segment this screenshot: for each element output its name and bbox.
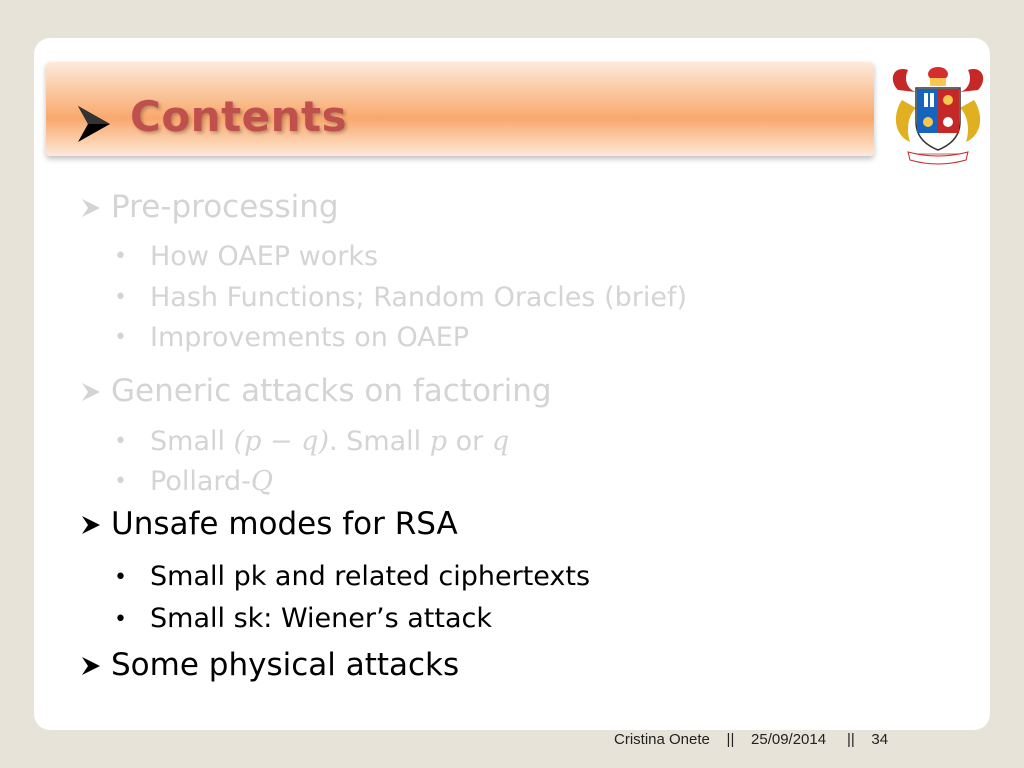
bullet-arrow-icon (80, 655, 102, 677)
title-arrow-icon (76, 104, 112, 144)
footer-separator: || (726, 731, 735, 748)
subitem-small-pk: Small pk and related ciphertexts (150, 561, 591, 592)
bullet-dot: • (114, 565, 127, 590)
bullet-dot: • (114, 244, 127, 269)
bullet-dot: • (114, 325, 127, 350)
slide-footer (614, 731, 888, 748)
footer-page-number: 34 (871, 731, 889, 748)
slide-title: Contents (130, 92, 348, 141)
subitem-pollard: Pollard-Q (150, 466, 274, 497)
footer-separator: || (846, 731, 855, 748)
bullet-dot: • (114, 469, 127, 494)
footer-date: 25/09/2014 (751, 731, 827, 748)
item-physical-attacks: Some physical attacks (111, 647, 460, 683)
item-generic-attacks: Generic attacks on factoring (111, 373, 552, 409)
item-pre-processing: Pre-processing (111, 189, 339, 225)
bullet-arrow-icon (80, 381, 102, 403)
subitem-oaep: How OAEP works (150, 241, 379, 272)
subitem-hash: Hash Functions; Random Oracles (brief) (150, 282, 687, 313)
bullet-arrow-icon (80, 514, 102, 536)
bullet-dot: • (114, 429, 127, 454)
bullet-dot: • (114, 607, 127, 632)
university-crest-icon (888, 60, 988, 168)
item-unsafe-modes: Unsafe modes for RSA (111, 506, 458, 542)
footer-author: Cristina Onete (614, 731, 710, 748)
bullet-dot: • (114, 285, 127, 310)
subitem-small-pq: Small (p − q). Small p or q (150, 426, 510, 457)
bullet-arrow-icon (80, 197, 102, 219)
subitem-small-sk: Small sk: Wiener’s attack (150, 603, 492, 634)
subitem-improvements: Improvements on OAEP (150, 322, 470, 353)
